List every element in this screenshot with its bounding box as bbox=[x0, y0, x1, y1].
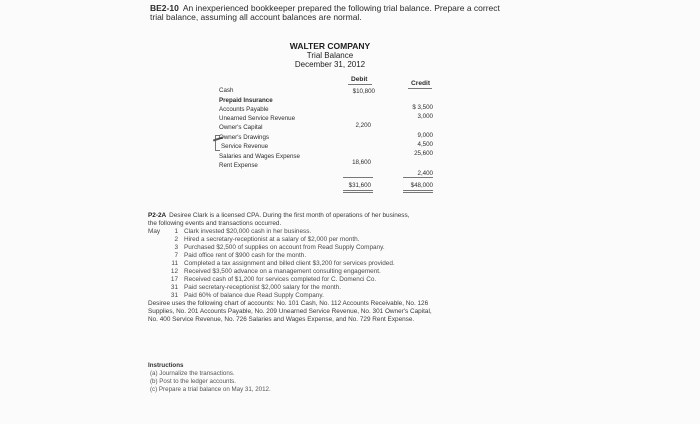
debit-total-rule bbox=[343, 177, 373, 178]
transaction-text: Paid 60% of balance due Read Supply Company. bbox=[184, 292, 324, 299]
credit-total-rule bbox=[403, 177, 433, 178]
transaction-text: Received $3,500 advance on a management consulting engagement. bbox=[184, 268, 381, 275]
debit-header-rule bbox=[348, 84, 372, 85]
account-salaries-wages-expense: Salaries and Wages Expense bbox=[219, 153, 300, 160]
credit-header-rule bbox=[408, 88, 432, 89]
transaction-text: Paid secretary-receptionist $2,000 salary for the month. bbox=[184, 284, 342, 291]
account-service-revenue: Service Revenue bbox=[221, 143, 269, 150]
transaction-row bbox=[148, 276, 688, 284]
problem-intro-text-1: Desiree Clark is a licensed CPA. During the first month of operations of her business, bbox=[169, 212, 410, 219]
cash-debit: $10,800 bbox=[352, 88, 375, 95]
credit-double-rule-2 bbox=[403, 192, 433, 193]
total-credit: $48,000 bbox=[410, 182, 433, 189]
transaction-text: Received cash of $1,200 for services completed for C. Domenci Co. bbox=[184, 276, 377, 283]
trial-balance-table bbox=[215, 76, 445, 194]
transaction-day: 11 bbox=[171, 260, 178, 267]
transaction-month: May bbox=[148, 228, 161, 235]
instruction-item: (b) Post to the ledger accounts. bbox=[150, 378, 236, 385]
transaction-day: 17 bbox=[170, 276, 178, 283]
accounts-payable-credit: 3,000 bbox=[417, 113, 433, 120]
transaction-day: 3 bbox=[174, 244, 178, 251]
transaction-row bbox=[148, 236, 688, 244]
instructions-block bbox=[148, 362, 448, 394]
statement-date: December 31, 2012 bbox=[294, 60, 366, 69]
problem-intro-1 bbox=[148, 212, 688, 220]
company-name: WALTER COMPANY bbox=[289, 41, 371, 51]
transaction-day: 31 bbox=[170, 284, 178, 291]
transaction-text: Completed a tax assignment and billed client $3,200 for services provided. bbox=[184, 260, 395, 267]
problem-block bbox=[148, 212, 688, 324]
transaction-day: 12 bbox=[170, 268, 178, 275]
credit-header: Credit bbox=[411, 80, 431, 87]
transaction-day: 31 bbox=[170, 292, 178, 299]
transaction-day: 2 bbox=[174, 236, 178, 243]
account-prepaid-insurance: Prepaid Insurance bbox=[219, 97, 273, 104]
account-rent-expense: Rent Expense bbox=[219, 162, 258, 169]
service-revenue-credit: 25,600 bbox=[414, 150, 433, 157]
statement-title: Trial Balance bbox=[306, 51, 354, 60]
transaction-row bbox=[148, 260, 688, 268]
exercise-number: BE2-10 bbox=[150, 3, 179, 13]
transaction-row bbox=[148, 228, 688, 236]
transaction-row bbox=[148, 268, 688, 276]
exercise-prompt bbox=[150, 4, 690, 22]
owners-capital-credit: 9,000 bbox=[417, 132, 433, 139]
transaction-day: 1 bbox=[174, 228, 178, 235]
account-unearned-service-revenue: Unearned Service Revenue bbox=[219, 115, 296, 122]
exercise-text-1: An inexperienced bookkeeper prepared the following trial balance. Prepare a correct bbox=[182, 3, 500, 13]
transaction-text: Purchased $2,500 of supplies on account from Read Supply Company. bbox=[184, 244, 385, 251]
instruction-item: (c) Prepare a trial balance on May 31, 2012. bbox=[150, 386, 271, 393]
exercise-text-2: trial balance, assuming all account balances are normal. bbox=[150, 12, 362, 22]
problem-intro-text-2: the following events and transactions occurred. bbox=[148, 220, 282, 227]
transaction-text: Hired a secretary-receptionist at a salary of $2,000 per month. bbox=[184, 236, 360, 243]
debit-double-rule-1 bbox=[343, 190, 373, 191]
owners-drawings-credit: 4,500 bbox=[417, 141, 433, 148]
chart-of-accounts-line-3: No. 400 Service Revenue, No. 726 Salaries and Wages Expense, and No. 729 Rent Expense. bbox=[148, 316, 415, 323]
transaction-text: Paid office rent of $900 cash for the month. bbox=[184, 252, 307, 259]
transaction-row bbox=[148, 244, 688, 252]
transaction-day: 7 bbox=[174, 252, 178, 259]
debit-header: Debit bbox=[351, 76, 368, 83]
transaction-row bbox=[148, 292, 688, 300]
transaction-text: Clark invested $20,000 cash in her business. bbox=[184, 228, 312, 235]
transaction-row bbox=[148, 284, 688, 292]
trial-balance-heading bbox=[260, 42, 400, 69]
unearned-service-revenue-debit: 2,200 bbox=[355, 122, 371, 129]
total-debit: $31,600 bbox=[348, 182, 371, 189]
salaries-wages-debit: 18,600 bbox=[352, 159, 371, 166]
account-accounts-payable: Accounts Payable bbox=[219, 106, 269, 113]
chart-of-accounts-line-1: Desiree uses the following chart of accounts: No. 101 Cash, No. 112 Accounts Receivable, No. 126 bbox=[148, 300, 429, 307]
account-owners-capital: Owner's Capital bbox=[219, 124, 263, 131]
transaction-row bbox=[148, 252, 688, 260]
rent-expense-credit: 2,400 bbox=[417, 170, 433, 177]
problem-number: P2-2A bbox=[148, 212, 167, 219]
account-cash: Cash bbox=[219, 87, 234, 94]
prepaid-insurance-credit: $ 3,500 bbox=[412, 104, 433, 111]
instruction-item: (a) Journalize the transactions. bbox=[150, 370, 235, 377]
chart-of-accounts-line-2: Supplies, No. 201 Accounts Payable, No. 209 Unearned Service Revenue, No. 301 Owner's Capital, bbox=[148, 308, 432, 315]
instructions-title: Instructions bbox=[148, 362, 184, 369]
debit-double-rule-2 bbox=[343, 192, 373, 193]
account-owners-drawings: Owner's Drawings bbox=[219, 134, 270, 141]
credit-double-rule-1 bbox=[403, 190, 433, 191]
